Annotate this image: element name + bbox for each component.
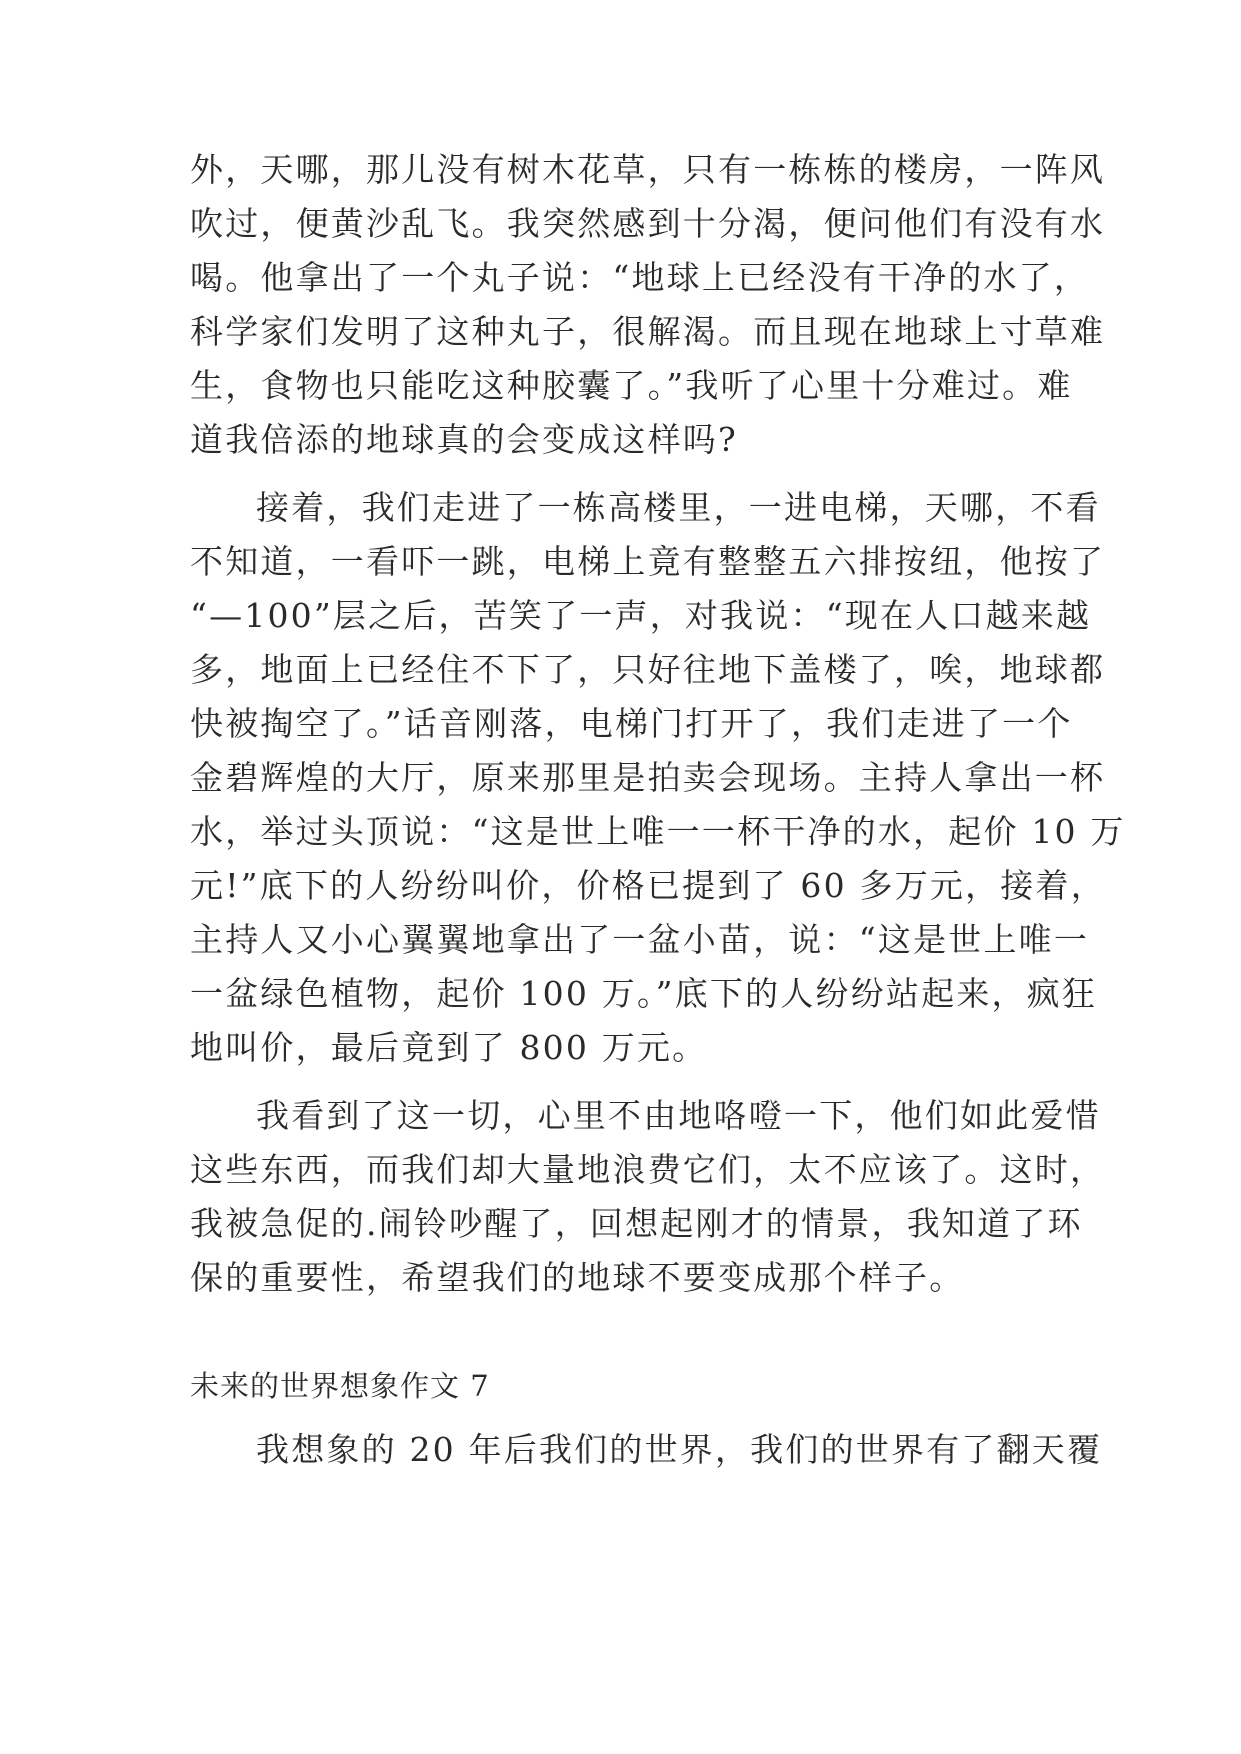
text-line: 吹过，便黄沙乱飞。我突然感到十分渴，便问他们有没有水 (190, 204, 1106, 243)
text-line: 喝。他拿出了一个丸子说：“地球上已经没有干净的水了， (190, 258, 1090, 297)
text-line: 我想象的 20 年后我们的世界，我们的世界有了翻天覆 (256, 1430, 1103, 1469)
text-line: 这些东西，而我们却大量地浪费它们，太不应该了。这时， (190, 1150, 1106, 1189)
text-line: 外，天哪，那儿没有树木花草，只有一栋栋的楼房，一阵风 (190, 150, 1106, 189)
text-line: 接着，我们走进了一栋高楼里，一进电梯，天哪，不看 (256, 488, 1101, 527)
section-title: 未来的世界想象作文 7 (190, 1369, 490, 1403)
text-line: 保的重要性，希望我们的地球不要变成那个样子。 (190, 1258, 965, 1297)
text-line: 主持人又小心翼翼地拿出了一盆小苗，说：“这是世上唯一 (190, 920, 1090, 959)
text-line: 金碧辉煌的大厅，原来那里是拍卖会现场。主持人拿出一杯 (190, 758, 1106, 797)
text-line: 多，地面上已经住不下了，只好往地下盖楼了，唉，地球都 (190, 650, 1106, 689)
text-line: 生，食物也只能吃这种胶囊了。”我听了心里十分难过。难 (190, 366, 1073, 405)
text-line: 我看到了这一切，心里不由地咯噔一下，他们如此爱惜 (256, 1096, 1101, 1135)
text-line: 地叫价，最后竟到了 800 万元。 (190, 1028, 708, 1067)
text-line: 快被掏空了。”话音刚落，电梯门打开了，我们走进了一个 (190, 704, 1073, 743)
text-line: 道我倍添的地球真的会变成这样吗? (190, 420, 738, 459)
text-line: “—100”层之后，苦笑了一声，对我说：“现在人口越来越 (190, 596, 1092, 635)
text-line: 一盆绿色植物，起价 100 万。”底下的人纷纷站起来，疯狂 (190, 974, 1098, 1013)
text-line: 科学家们发明了这种丸子，很解渴。而且现在地球上寸草难 (190, 312, 1106, 351)
text-line: 水，举过头顶说：“这是世上唯一一杯干净的水，起价 10 万 (190, 812, 1126, 851)
text-line: 不知道，一看吓一跳，电梯上竟有整整五六排按纽，他按了 (190, 542, 1106, 581)
text-line: 元!”底下的人纷纷叫价，价格已提到了 60 多万元，接着， (190, 866, 1106, 905)
text-line: 我被急促的.闹铃吵醒了，回想起刚才的情景，我知道了环 (190, 1204, 1083, 1243)
